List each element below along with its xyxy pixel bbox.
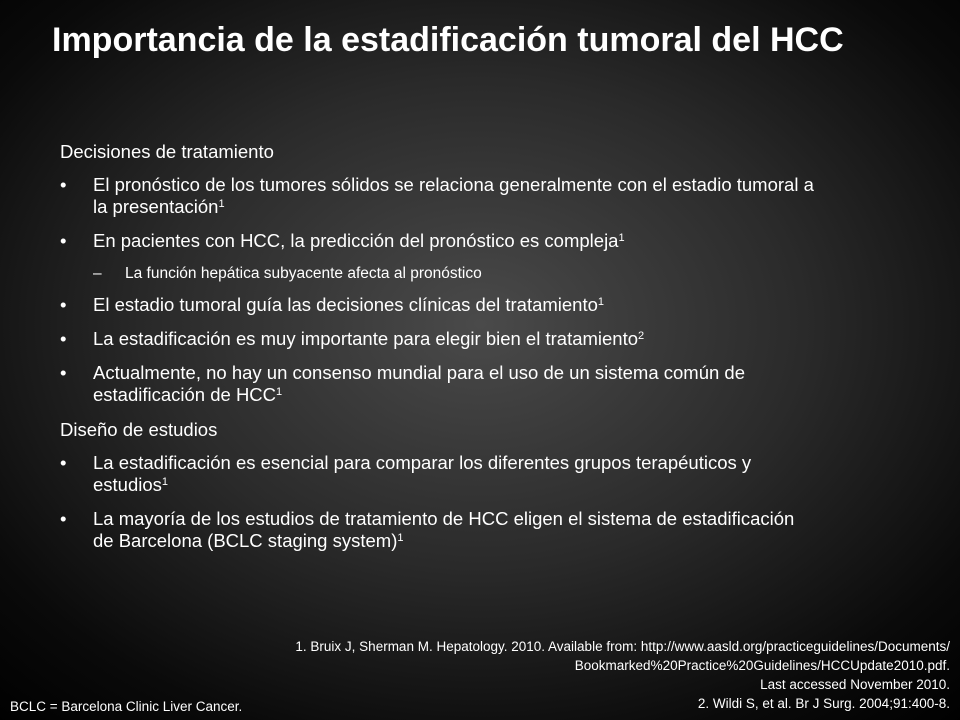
bullet-item xyxy=(60,294,820,316)
citation-superscript: 1 xyxy=(397,532,404,544)
abbreviation-footnote: BCLC = Barcelona Clinic Liver Cancer. xyxy=(10,699,243,714)
slide-content xyxy=(60,140,820,564)
bullet-text: La mayoría de los estudios de tratamiento de HCC eligen el sistema de estadificación de Barcelona (BCLC staging system) xyxy=(93,508,795,551)
bullet-item xyxy=(60,230,820,252)
bullet-text: La estadificación es muy importante para elegir bien el tratamiento xyxy=(93,328,639,349)
bullet-text: El estadio tumoral guía las decisiones clínicas del tratamiento xyxy=(93,294,598,315)
bullet-text: El pronóstico de los tumores sólidos se relaciona generalmente con el estadio tumoral a la presentación xyxy=(93,174,814,217)
citation-superscript: 1 xyxy=(218,198,225,210)
bullet-item xyxy=(60,328,820,350)
bullet-text: La estadificación es esencial para comparar los diferentes grupos terapéuticos y estudios xyxy=(93,452,752,495)
bullet-icon: • xyxy=(60,328,67,349)
bullet-item xyxy=(60,362,820,406)
bullet-item xyxy=(60,452,820,496)
bullet-item xyxy=(60,508,820,552)
bullet-icon: • xyxy=(60,230,67,251)
section-heading-study-design: Diseño de estudios xyxy=(60,419,218,440)
bullet-text: En pacientes con HCC, la predicción del pronóstico es compleja xyxy=(93,230,619,251)
sub-bullet-item xyxy=(60,264,820,284)
slide-title: Importancia de la estadificación tumoral del HCC xyxy=(52,21,844,59)
reference-line: Last accessed November 2010. xyxy=(760,677,950,692)
citation-superscript: 1 xyxy=(161,476,169,488)
reference-line: 2. Wildi S, et al. Br J Surg. 2004;91:400-8. xyxy=(697,696,950,711)
bullet-icon: • xyxy=(60,508,67,529)
citation-superscript: 1 xyxy=(597,296,605,308)
reference-line: 1. Bruix J, Sherman M. Hepatology. 2010. Available from: http://www.aasld.org/practiceguidelines/Documents/ xyxy=(295,639,950,654)
references xyxy=(130,637,950,713)
bullet-icon: • xyxy=(60,294,67,315)
bullet-item xyxy=(60,174,820,218)
bullet-text: Actualmente, no hay un consenso mundial para el uso de un sistema común de estadificación de HCC xyxy=(93,362,746,405)
bullet-icon: • xyxy=(60,362,67,383)
citation-superscript: 1 xyxy=(276,386,283,398)
sub-bullet-text: La función hepática subyacente afecta al pronóstico xyxy=(125,265,482,282)
reference-line: Bookmarked%20Practice%20Guidelines/HCCUpdate2010.pdf. xyxy=(574,658,950,673)
section-heading-treatment: Decisiones de tratamiento xyxy=(60,141,274,162)
citation-superscript: 2 xyxy=(638,330,645,342)
citation-superscript: 1 xyxy=(618,232,625,244)
bullet-icon: • xyxy=(60,174,67,195)
bullet-icon: • xyxy=(60,452,67,473)
dash-icon: – xyxy=(93,265,102,282)
